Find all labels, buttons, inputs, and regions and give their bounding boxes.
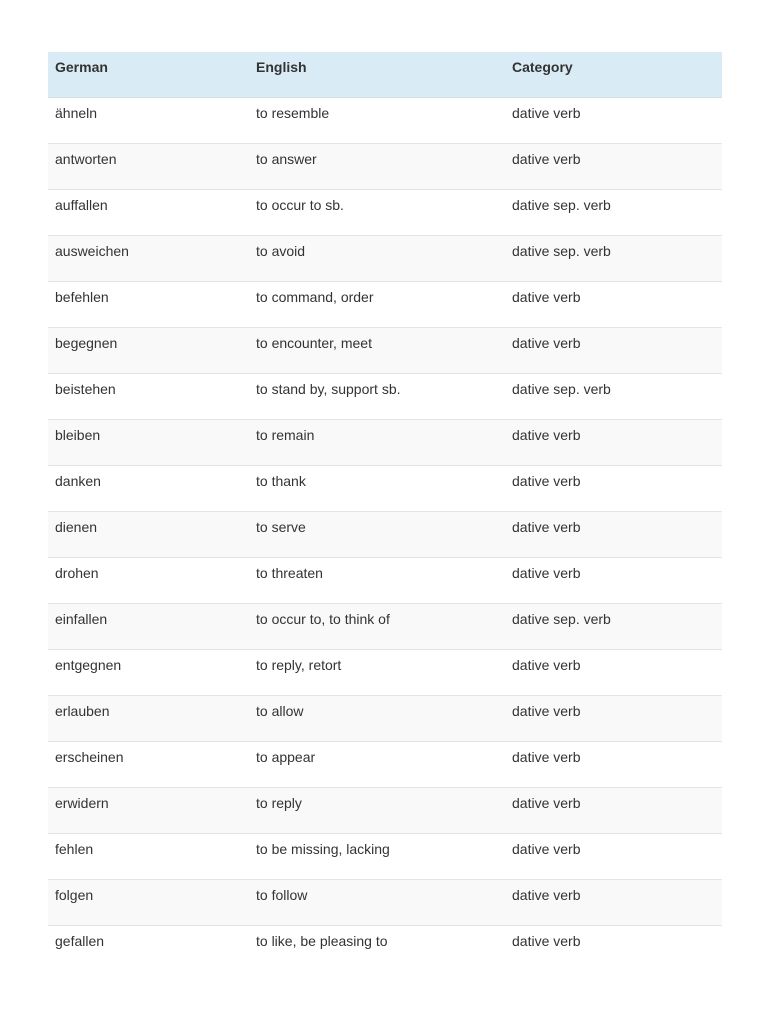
table-row xyxy=(48,834,722,880)
table-row xyxy=(48,282,722,328)
table-row xyxy=(48,512,722,558)
german-cell: ähneln xyxy=(48,98,249,144)
category-cell: dative verb xyxy=(505,282,722,328)
german-cell: erlauben xyxy=(48,696,249,742)
english-cell: to like, be pleasing to xyxy=(249,926,505,972)
english-cell: to serve xyxy=(249,512,505,558)
english-cell: to thank xyxy=(249,466,505,512)
english-cell: to threaten xyxy=(249,558,505,604)
category-cell: dative verb xyxy=(505,742,722,788)
category-cell: dative verb xyxy=(505,880,722,926)
category-cell: dative verb xyxy=(505,926,722,972)
category-cell: dative verb xyxy=(505,328,722,374)
german-cell: entgegnen xyxy=(48,650,249,696)
category-cell: dative verb xyxy=(505,696,722,742)
german-cell: einfallen xyxy=(48,604,249,650)
english-cell: to stand by, support sb. xyxy=(249,374,505,420)
english-cell: to appear xyxy=(249,742,505,788)
german-cell: auffallen xyxy=(48,190,249,236)
column-header-english[interactable]: English xyxy=(249,52,505,98)
german-cell: folgen xyxy=(48,880,249,926)
table-header xyxy=(48,52,722,98)
english-cell: to resemble xyxy=(249,98,505,144)
german-cell: danken xyxy=(48,466,249,512)
table-row xyxy=(48,926,722,972)
table-row xyxy=(48,420,722,466)
table-row xyxy=(48,190,722,236)
table-row xyxy=(48,696,722,742)
english-cell: to remain xyxy=(249,420,505,466)
german-cell: drohen xyxy=(48,558,249,604)
table-row xyxy=(48,144,722,190)
category-cell: dative verb xyxy=(505,144,722,190)
category-cell: dative sep. verb xyxy=(505,236,722,282)
english-cell: to occur to, to think of xyxy=(249,604,505,650)
english-cell: to reply xyxy=(249,788,505,834)
category-cell: dative verb xyxy=(505,834,722,880)
english-cell: to reply, retort xyxy=(249,650,505,696)
category-cell: dative verb xyxy=(505,650,722,696)
vocabulary-table-container xyxy=(48,52,722,971)
german-cell: beistehen xyxy=(48,374,249,420)
english-cell: to encounter, meet xyxy=(249,328,505,374)
table-row xyxy=(48,788,722,834)
table-row xyxy=(48,604,722,650)
german-cell: antworten xyxy=(48,144,249,190)
table-row xyxy=(48,328,722,374)
column-header-german[interactable]: German xyxy=(48,52,249,98)
vocabulary-table xyxy=(48,52,722,971)
german-cell: erscheinen xyxy=(48,742,249,788)
german-cell: ausweichen xyxy=(48,236,249,282)
german-cell: dienen xyxy=(48,512,249,558)
category-cell: dative sep. verb xyxy=(505,190,722,236)
german-cell: bleiben xyxy=(48,420,249,466)
english-cell: to follow xyxy=(249,880,505,926)
table-row xyxy=(48,236,722,282)
category-cell: dative sep. verb xyxy=(505,374,722,420)
category-cell: dative sep. verb xyxy=(505,604,722,650)
german-cell: erwidern xyxy=(48,788,249,834)
english-cell: to answer xyxy=(249,144,505,190)
table-row xyxy=(48,98,722,144)
english-cell: to command, order xyxy=(249,282,505,328)
table-row xyxy=(48,880,722,926)
table-row xyxy=(48,650,722,696)
table-body xyxy=(48,98,722,972)
german-cell: befehlen xyxy=(48,282,249,328)
german-cell: fehlen xyxy=(48,834,249,880)
table-row xyxy=(48,558,722,604)
table-row xyxy=(48,466,722,512)
category-cell: dative verb xyxy=(505,98,722,144)
table-row xyxy=(48,742,722,788)
category-cell: dative verb xyxy=(505,512,722,558)
english-cell: to occur to sb. xyxy=(249,190,505,236)
german-cell: gefallen xyxy=(48,926,249,972)
category-cell: dative verb xyxy=(505,788,722,834)
english-cell: to be missing, lacking xyxy=(249,834,505,880)
english-cell: to allow xyxy=(249,696,505,742)
category-cell: dative verb xyxy=(505,420,722,466)
table-row xyxy=(48,374,722,420)
german-cell: begegnen xyxy=(48,328,249,374)
english-cell: to avoid xyxy=(249,236,505,282)
column-header-category[interactable]: Category xyxy=(505,52,722,98)
header-row xyxy=(48,52,722,98)
category-cell: dative verb xyxy=(505,466,722,512)
category-cell: dative verb xyxy=(505,558,722,604)
